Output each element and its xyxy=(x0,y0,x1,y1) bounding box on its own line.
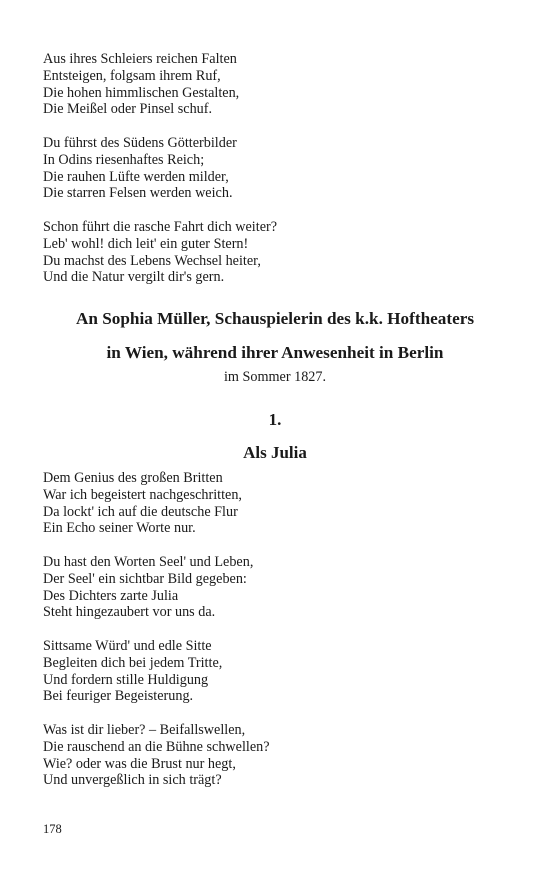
verse-line: Du machst des Lebens Wechsel heiter, xyxy=(43,252,261,269)
verse-line: War ich begeistert nachgeschritten, xyxy=(43,486,242,503)
verse-line: Und die Natur vergilt dir's gern. xyxy=(43,269,225,286)
section-number: 1. xyxy=(268,410,282,429)
verse-line: Aus ihres Schleiers reichen Falten xyxy=(43,51,237,67)
verse-line: Du führst des Südens Götterbilder xyxy=(43,135,237,151)
section-title: Als Julia xyxy=(243,443,307,462)
verse-line: Und fordern stille Huldigung xyxy=(43,671,209,688)
verse-line: Die rauhen Lüfte werden milder, xyxy=(43,168,229,185)
verse-line: Die starren Felsen werden weich. xyxy=(43,185,233,202)
poem-title-line-1: An Sophia Müller, Schauspielerin des k.k. Hoftheaters xyxy=(75,309,475,328)
verse-line: Und unvergeßlich in sich trägt? xyxy=(43,772,222,789)
verse-line: Bei feuriger Begeisterung. xyxy=(43,688,194,705)
verse-line: In Odins riesenhaftes Reich; xyxy=(43,151,205,168)
stanza-bottom-2 xyxy=(43,554,503,621)
verse-line: Ein Echo seiner Worte nur. xyxy=(43,520,196,537)
verse-line: Die hohen himmlischen Gestalten, xyxy=(43,84,240,101)
verse-line: Sittsame Würd' und edle Sitte xyxy=(43,638,212,654)
stanza-bottom-3 xyxy=(43,638,503,705)
verse-line: Was ist dir lieber? – Beifallswellen, xyxy=(43,722,246,738)
poem-title-line-2: in Wien, während ihrer Anwesenheit in Berlin xyxy=(106,343,444,362)
verse-line: Begleiten dich bei jedem Tritte, xyxy=(43,654,223,671)
stanza-top-1 xyxy=(43,51,503,118)
verse-line: Die rauschend an die Bühne schwellen? xyxy=(43,738,270,755)
verse-line: Des Dichters zarte Julia xyxy=(43,587,179,604)
verse-line: Schon führt die rasche Fahrt dich weiter? xyxy=(43,219,278,235)
verse-line: Dem Genius des großen Britten xyxy=(43,470,223,486)
verse-line: Da lockt' ich auf die deutsche Flur xyxy=(43,503,238,520)
verse-line: Steht hingezaubert vor uns da. xyxy=(43,604,216,621)
stanza-top-3 xyxy=(43,219,503,286)
verse-line: Entsteigen, folgsam ihrem Ruf, xyxy=(43,67,221,84)
stanza-bottom-4 xyxy=(43,722,503,789)
page-number: 178 xyxy=(43,822,62,836)
verse-line: Du hast den Worten Seel' und Leben, xyxy=(43,554,254,570)
poem-subtitle: im Sommer 1827. xyxy=(223,369,327,385)
stanza-top-2 xyxy=(43,135,503,202)
verse-line: Wie? oder was die Brust nur hegt, xyxy=(43,755,236,772)
verse-line: Die Meißel oder Pinsel schuf. xyxy=(43,101,213,118)
verse-line: Der Seel' ein sichtbar Bild gegeben: xyxy=(43,570,247,587)
verse-line: Leb' wohl! dich leit' ein guter Stern! xyxy=(43,235,249,252)
stanza-bottom-1 xyxy=(43,470,503,537)
